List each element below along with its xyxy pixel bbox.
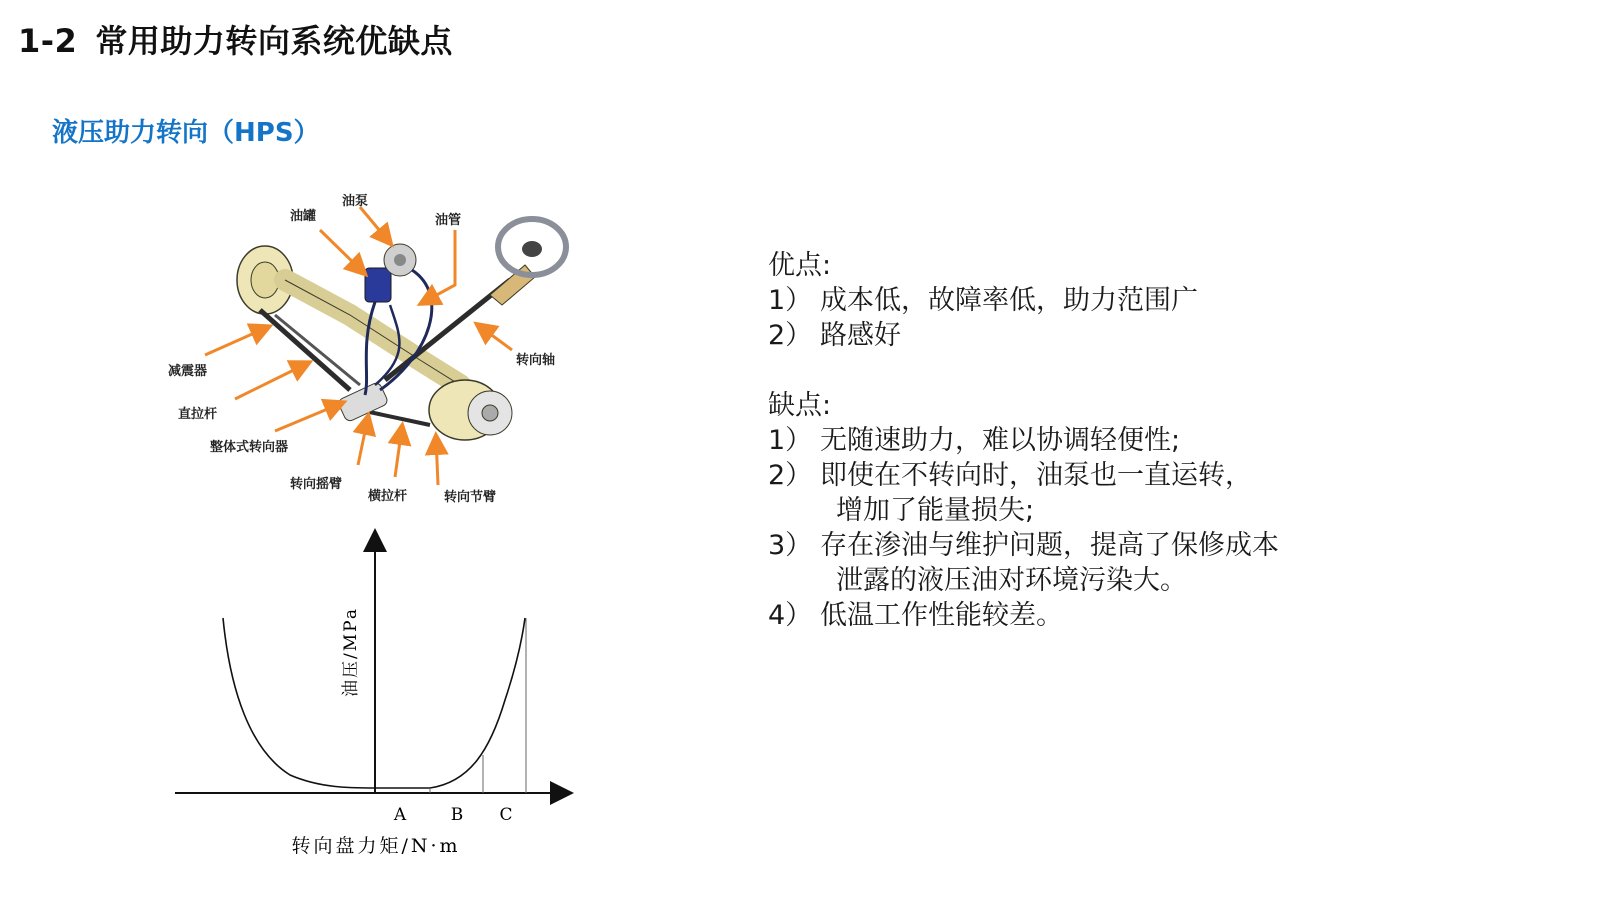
arrow-drag-link: [235, 363, 308, 399]
label-shock-absorber: 减震器: [168, 364, 208, 379]
item-text-continued: 增加了能量损失;: [836, 495, 1035, 526]
item-text: 存在渗油与维护问题，提高了保修成本: [820, 530, 1279, 561]
chart-svg: [160, 520, 600, 880]
item-text-block: [820, 528, 1408, 598]
arrow-shock-absorber: [205, 327, 268, 355]
tick-label-c: C: [499, 805, 513, 825]
item-text: 路感好: [820, 320, 901, 351]
item-text-continued: 泄露的液压油对环境污染大。: [836, 565, 1187, 596]
section-number: 1-2: [18, 22, 78, 60]
arrow-oil-pump: [360, 207, 390, 243]
drag-link-rod: [260, 310, 350, 390]
item-text: 低温工作性能较差。: [820, 600, 1063, 631]
label-oil-tank: 油罐: [290, 209, 317, 224]
label-tie-rod: 横拉杆: [368, 489, 408, 504]
arrow-steering-shaft: [478, 325, 512, 350]
x-axis-label: 转向盘力矩/N·m: [291, 835, 461, 857]
disadvantage-item: [768, 423, 1408, 458]
item-text-block: [820, 458, 1408, 528]
advantages-heading: 优点:: [768, 250, 832, 281]
item-index: 3）: [768, 530, 813, 561]
label-steering-shaft: 转向轴: [516, 353, 556, 368]
item-index: 4）: [768, 600, 813, 631]
item-index: 2）: [768, 320, 813, 351]
label-integral-gear: 整体式转向器: [210, 440, 289, 455]
item-index: 1）: [768, 285, 813, 316]
page-title: [18, 16, 453, 62]
y-axis-label: 油压/MPa: [341, 607, 361, 697]
arrow-oil-tank: [320, 230, 364, 273]
pressure-torque-chart: [160, 520, 600, 880]
item-index: 2）: [768, 460, 813, 491]
arrow-integral-gear: [275, 403, 342, 431]
label-drag-link: 直拉杆: [178, 407, 218, 422]
oil-tank-shape: [365, 268, 391, 302]
tick-label-b: B: [450, 805, 464, 825]
title-text: 常用助力转向系统优缺点: [95, 22, 453, 60]
disadvantage-item: [768, 528, 1408, 598]
pros-cons-text: [768, 248, 1408, 633]
advantage-item: [768, 283, 1408, 318]
disadvantage-item: [768, 458, 1408, 528]
tick-label-a: A: [393, 805, 407, 825]
label-oil-pipe: 油管: [435, 213, 462, 228]
disadvantages-heading: 缺点:: [768, 390, 832, 421]
hps-system-diagram: [160, 185, 600, 515]
section-subtitle: 液压助力转向（HPS）: [52, 118, 320, 148]
item-text: 即使在不转向时，油泵也一直运转，: [820, 460, 1252, 491]
item-text: 成本低，故障率低，助力范围广: [820, 285, 1198, 316]
label-knuckle-arm: 转向节臂: [444, 490, 497, 505]
item-text: 无随速助力，难以协调轻便性;: [820, 425, 1181, 456]
item-index: 1）: [768, 425, 813, 456]
arrow-knuckle-arm: [436, 437, 438, 485]
arrow-tie-rod: [395, 427, 402, 477]
spacer: [768, 353, 1408, 388]
label-pitman-arm: 转向摇臂: [290, 477, 343, 492]
label-oil-pump: 油泵: [342, 194, 369, 209]
arrow-oil-pipe: [422, 230, 455, 303]
advantage-item: [768, 318, 1408, 353]
arrow-pitman-arm: [358, 417, 368, 465]
disadvantage-item: [768, 598, 1408, 633]
